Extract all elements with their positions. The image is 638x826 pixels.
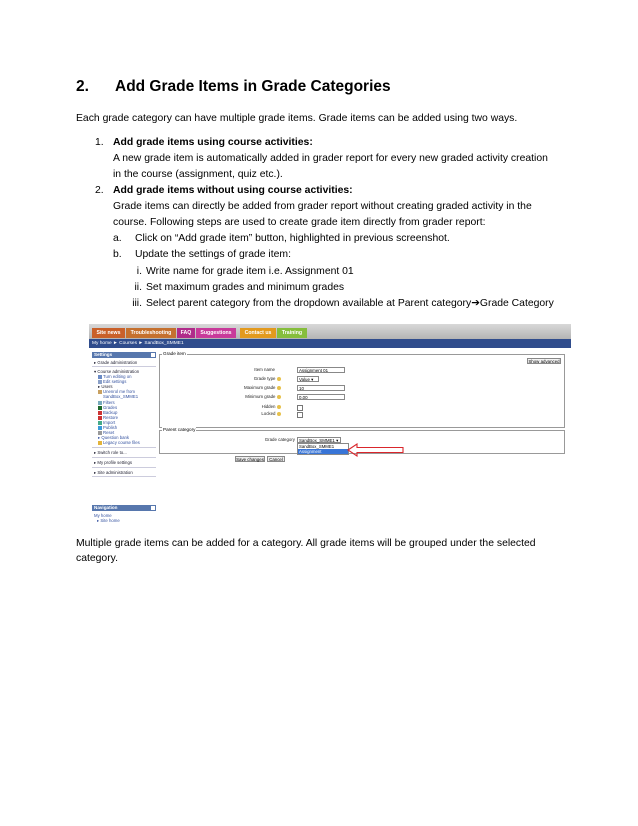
sidebar-question-bank[interactable]: ▸ Question bank	[98, 435, 130, 440]
sidebar-grades[interactable]: Grades	[98, 405, 117, 410]
help-icon	[277, 405, 282, 410]
intro-paragraph: Each grade category can have multiple grade items. Grade items can be added using two ways.	[76, 113, 518, 124]
list-item-line: Grade items can directly be added from grader report without creating graded activity in the	[113, 201, 532, 212]
grade-type-label: Grade type	[197, 376, 281, 382]
divider	[92, 476, 156, 477]
max-grade-input[interactable]: 10	[297, 385, 345, 391]
sidebar-restore[interactable]: Restore	[98, 415, 118, 420]
sidebar-unenrol-course[interactable]: SandBox_SMME1	[103, 394, 139, 399]
section-title: Add Grade Items in Grade Categories	[115, 78, 391, 95]
step-b	[113, 247, 291, 263]
sidebar-reset[interactable]: Reset	[98, 430, 114, 435]
min-grade-label: Minimum grade	[197, 394, 281, 400]
tab-suggestions[interactable]: Suggestions	[196, 328, 236, 338]
cancel-button[interactable]: Cancel	[267, 456, 285, 462]
sidebar-unenrol[interactable]: Unenrol me from	[98, 389, 135, 394]
step-marker: b.	[113, 249, 122, 260]
grade-item-form	[157, 352, 567, 518]
tab-faq[interactable]: FAQ	[177, 328, 195, 338]
list-item-title: Add grade items without using course activities:	[113, 185, 353, 196]
block-toggle-icon[interactable]	[151, 353, 155, 357]
sidebar-edit-settings[interactable]: Edit settings	[98, 379, 126, 384]
list-item-2	[95, 183, 532, 231]
tab-site-news[interactable]: Site news	[92, 328, 125, 338]
min-grade-input[interactable]: 0.00	[297, 394, 345, 400]
sidebar-backup[interactable]: Backup	[98, 410, 117, 415]
max-grade-label: Maximum grade	[197, 385, 281, 391]
list-item-title: Add grade items using course activities:	[113, 137, 313, 148]
show-advanced-button[interactable]: Show advanced	[528, 359, 560, 364]
sidebar-users[interactable]: ▸ Users	[98, 384, 113, 389]
list-marker: 2.	[95, 185, 104, 196]
hidden-label: Hidden	[197, 404, 281, 410]
locked-checkbox[interactable]	[297, 412, 303, 418]
list-item-line: A new grade item is automatically added in grader report for every new graded activity creation	[113, 153, 548, 164]
substep-marker: i.	[136, 266, 142, 277]
navigation-block-header: Navigation	[92, 505, 156, 511]
sidebar-import[interactable]: Import	[98, 420, 115, 425]
item-name-label: Item name	[254, 367, 275, 372]
moodle-screenshot	[89, 324, 571, 524]
divider	[92, 467, 156, 468]
substep-ii	[134, 280, 345, 296]
sidebar-profile-settings[interactable]: ▸ My profile settings	[94, 460, 132, 465]
nav-site-home[interactable]: ▸ Site home	[97, 518, 120, 523]
closing-paragraph	[76, 536, 536, 566]
settings-block-header: Settings	[92, 352, 156, 358]
sidebar-site-administration[interactable]: ▸ Site administration	[94, 470, 133, 475]
block-toggle-icon[interactable]	[151, 506, 155, 510]
list-item-1	[95, 135, 548, 183]
sidebar-switch-role[interactable]: ▸ Switch role to...	[94, 450, 127, 455]
help-icon	[277, 377, 282, 382]
step-text: Click on “Add grade item” button, highlighted in previous screenshot.	[135, 233, 450, 244]
sidebar-publish[interactable]: Publish	[98, 425, 117, 430]
help-icon	[277, 395, 282, 400]
closing-line: category.	[76, 553, 118, 564]
grade-category-label: Grade category	[264, 437, 295, 442]
folder-icon	[98, 441, 102, 445]
divider	[92, 447, 156, 448]
grade-type-select[interactable]: Value ▾	[297, 376, 319, 382]
dropdown-option[interactable]: SandBox_SMME1	[299, 444, 335, 449]
arrow-icon: ➔	[471, 298, 480, 309]
parent-category-legend: Parent category	[163, 427, 196, 432]
item-name-input[interactable]: Assignment 01	[297, 367, 345, 373]
divider	[92, 457, 156, 458]
grade-item-legend: Grade item	[163, 351, 186, 356]
substep-text: Write name for grade item i.e. Assignment 01	[146, 266, 354, 277]
substep-iii	[132, 296, 554, 312]
list-item-line: course. Following steps are used to create grade item directly from grader report:	[113, 217, 486, 228]
highlight-arrow-icon	[347, 443, 405, 457]
help-icon	[277, 386, 282, 391]
closing-line: Multiple grade items can be added for a category. All grade items will be grouped under the selected	[76, 538, 536, 549]
locked-label: Locked	[197, 411, 281, 417]
step-a	[113, 231, 450, 247]
sidebar-turn-editing-on[interactable]: Turn editing on	[98, 374, 132, 379]
sidebar-filters[interactable]: Filters	[98, 400, 115, 405]
tab-contact-us[interactable]: Contact us	[240, 328, 276, 338]
step-marker: a.	[113, 233, 122, 244]
save-changes-button[interactable]: Save changes	[236, 457, 264, 462]
grade-category-select[interactable]: SandBox_SMME1 ▾	[297, 437, 341, 443]
tab-troubleshooting[interactable]: Troubleshooting	[126, 328, 176, 338]
substep-tail: Grade Category	[479, 298, 554, 309]
step-text: Update the settings of grade item:	[135, 249, 291, 260]
sidebar-grade-administration[interactable]: ▸ Grade administration	[94, 360, 138, 365]
section-heading	[76, 78, 391, 96]
help-icon	[277, 412, 282, 417]
breadcrumb[interactable]: My home ► Courses ► SandBox_SMME1	[89, 339, 571, 348]
list-marker: 1.	[95, 137, 104, 148]
sidebar-legacy-files[interactable]: Legacy course files	[98, 440, 140, 445]
divider	[92, 366, 156, 367]
dropdown-option-selected[interactable]: Assignment	[298, 449, 348, 454]
hidden-checkbox[interactable]	[297, 405, 303, 411]
section-number: 2.	[76, 78, 89, 95]
list-item-line: in the course (assignment, quiz etc.).	[113, 169, 283, 180]
substep-marker: iii.	[132, 298, 142, 309]
grade-category-dropdown	[297, 443, 349, 455]
tab-training[interactable]: Training	[277, 328, 307, 338]
substep-text: Select parent category from the dropdown available at Parent category	[146, 298, 472, 309]
substep-i	[136, 264, 354, 280]
substep-text: Set maximum grades and minimum grades	[146, 282, 345, 293]
substep-marker: ii.	[134, 282, 142, 293]
sidebar-course-administration[interactable]: ▾ Course administration	[94, 369, 140, 374]
nav-my-home[interactable]: My home	[94, 513, 112, 518]
unenrol-icon	[98, 390, 102, 394]
